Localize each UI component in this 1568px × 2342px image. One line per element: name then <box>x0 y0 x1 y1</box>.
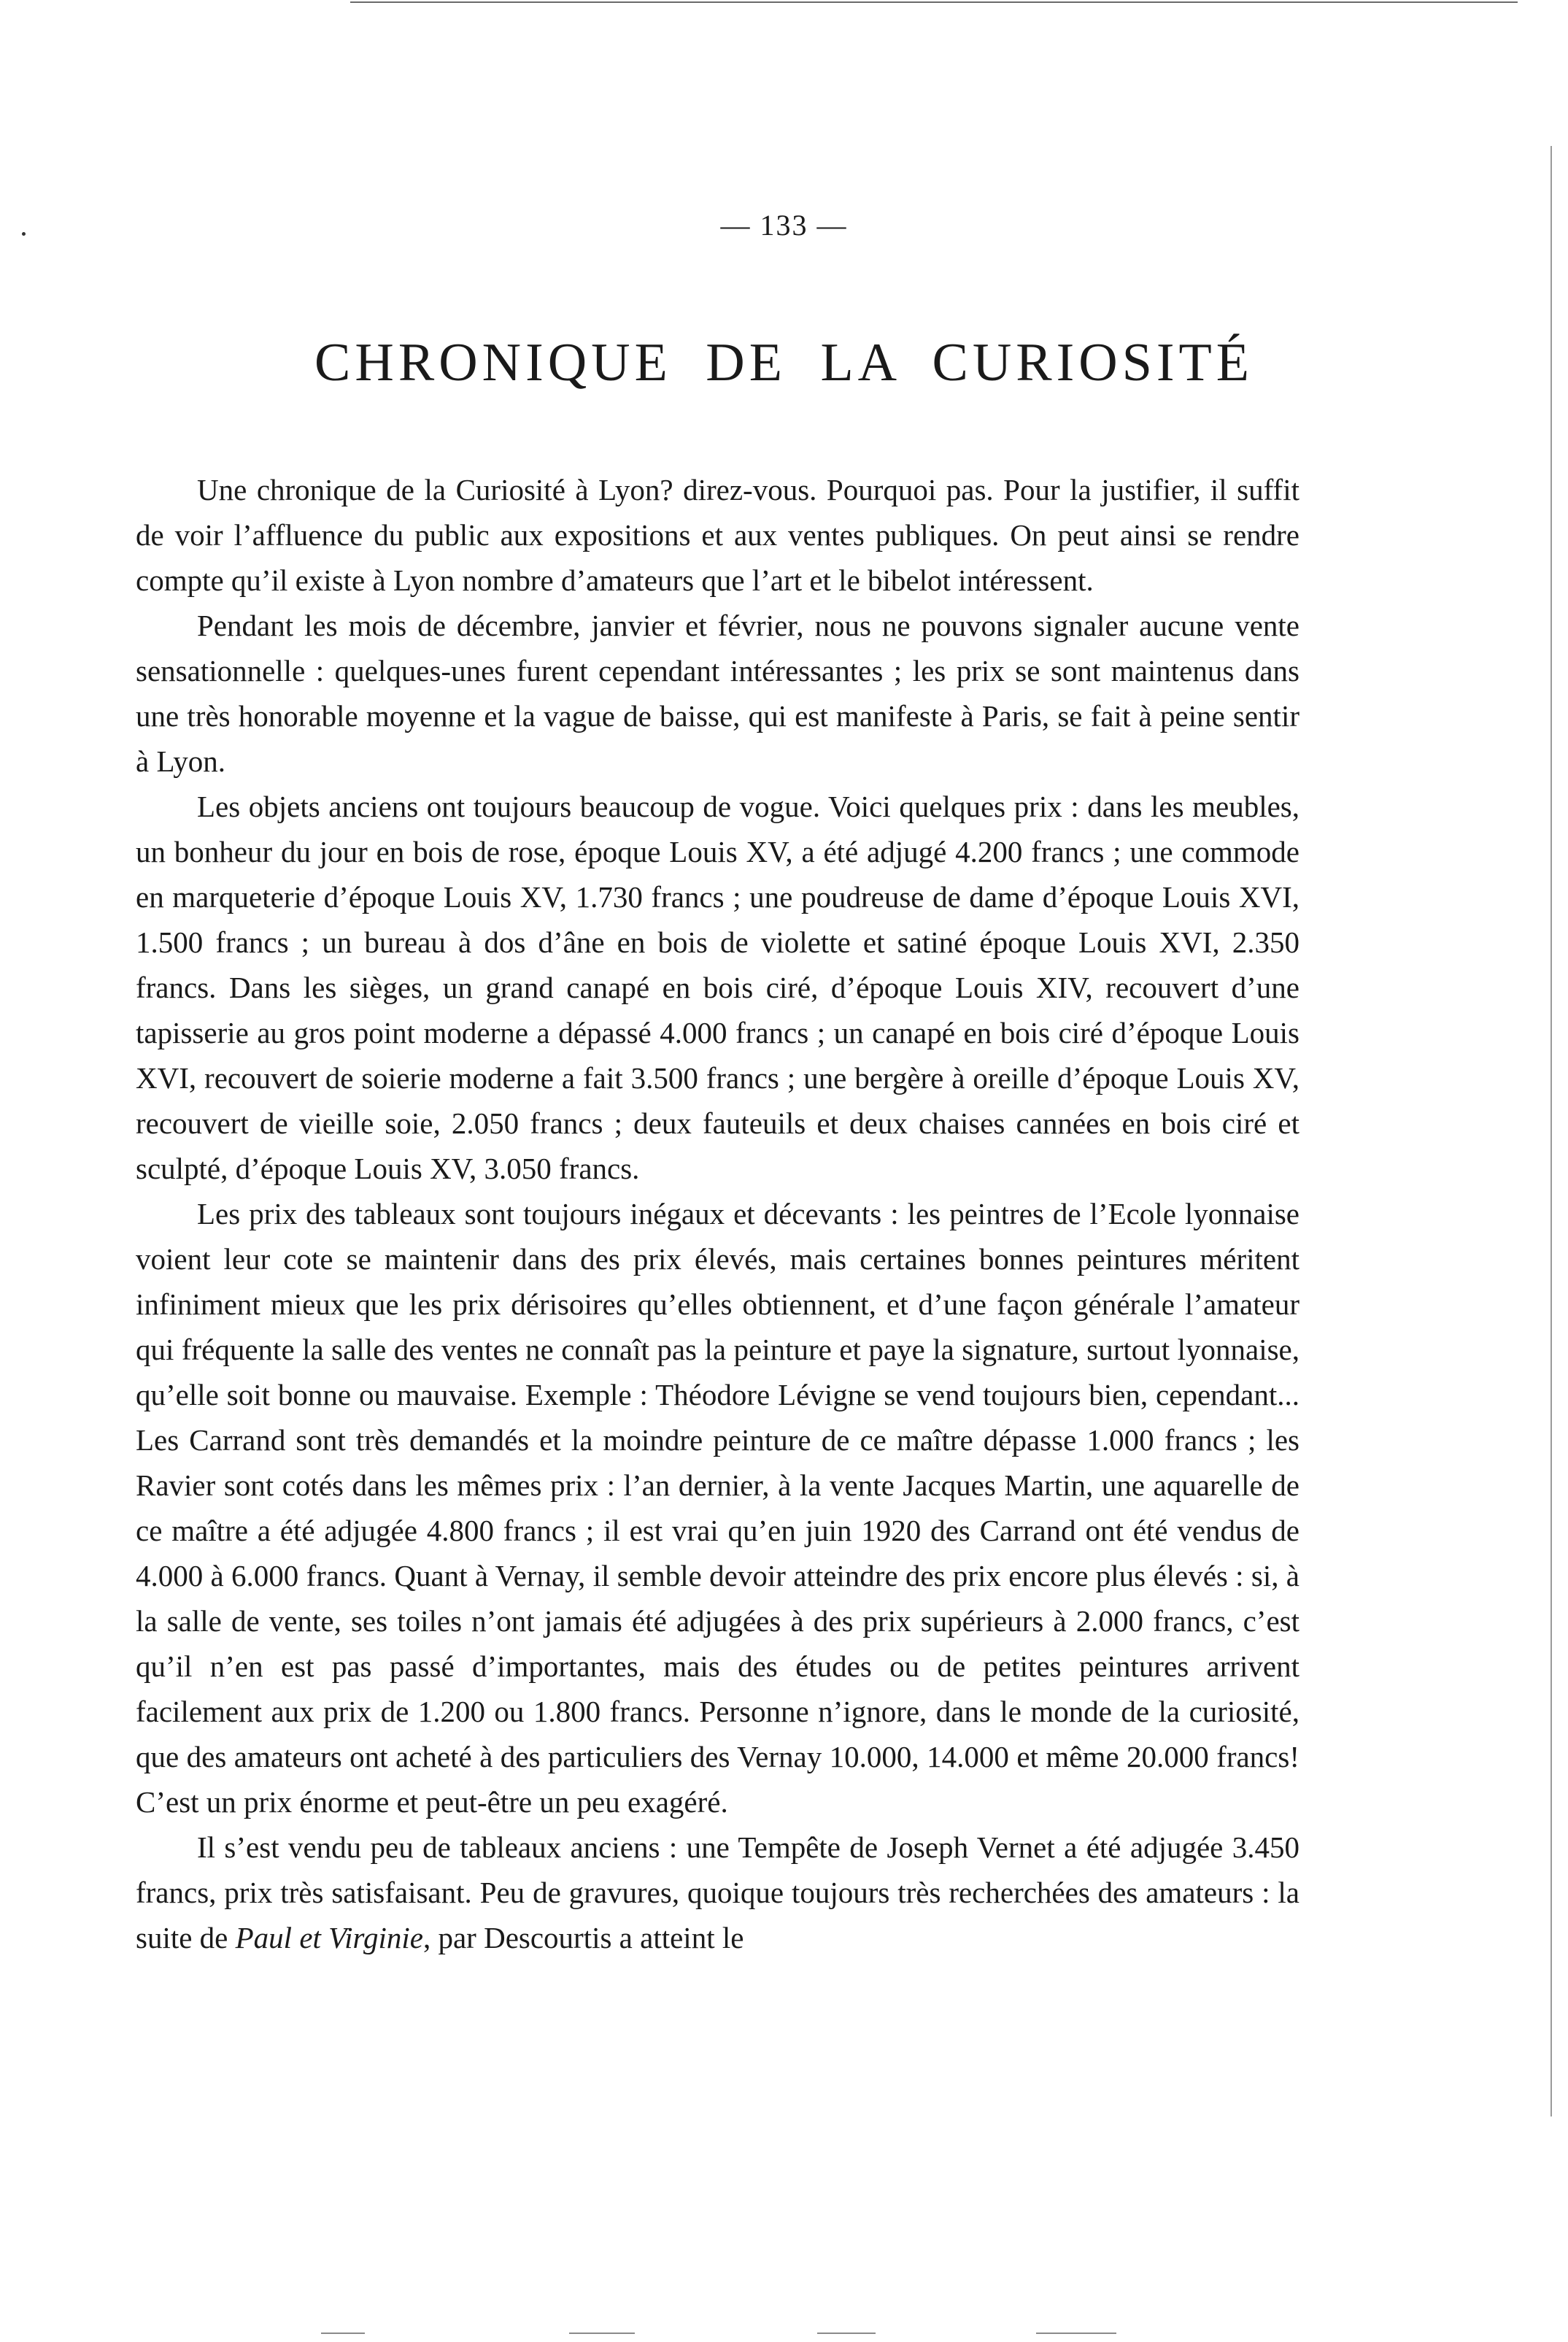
book-title-italic: Paul et Virginie <box>235 1921 423 1954</box>
paragraph-5-text-start: Il s’est vendu peu de tableaux anciens : une Tempête de Joseph Vernet a été adjugée 3.450 francs, prix très satisfaisant. Peu de gravures, quoique toujours très recherchées des amateurs : la suite de <box>136 1830 1299 1954</box>
page-title: CHRONIQUE DE LA CURIOSITÉ <box>314 333 1254 393</box>
paragraph-5 <box>136 1825 1299 1960</box>
page-number: — 133 — <box>720 209 848 242</box>
scan-footer-mark <box>569 2333 635 2334</box>
paragraph-5-text-end: , par Descourtis a atteint le <box>422 1921 744 1954</box>
paragraph-1: Une chronique de la Curiosité à Lyon? direz-vous. Pourquoi pas. Pour la justifier, il suffit de voir l’affluence du public aux expositions et aux ventes publiques. On peut ainsi se rendre compte qu’il existe à Lyon nombre d’amateurs que l’art et le bibelot intéressent. <box>136 473 1299 597</box>
paragraph-4: Les prix des tableaux sont toujours inégaux et décevants : les peintres de l’Ecole lyonnaise voient leur cote se maintenir dans des prix élevés, mais certaines bonnes peintures méritent infiniment mieux que les prix dérisoires qu’elles obtiennent, et d’une façon générale l’amateur qui fréquente la salle des ventes ne connaît pas la peinture et paye la signature, surtout lyonnaise, qu’elle soit bonne ou mauvaise. Exemple : Théodore Lévigne se vend toujours bien, cependant... Les Carrand sont très demandés et la moindre peinture de ce maître dépasse 1.000 francs ; les Ravier sont cotés dans les mêmes prix : l’an dernier, à la vente Jacques Martin, une aquarelle de ce maître a été adjugée 4.800 francs ; il est vrai qu’en juin 1920 des Carrand ont été vendus de 4.000 à 6.000 francs. Quant à Vernay, il semble devoir atteindre des prix encore plus élevés : si, à la salle de vente, ses toiles n’ont jamais été adjugées à des prix supérieurs à 2.000 francs, c’est qu’il n’en est pas passé d’importantes, mais des études ou de petites peintures arrivent facilement aux prix de 1.200 ou 1.800 francs. Personne n’ignore, dans le monde de la curiosité, que des amateurs ont acheté à des particuliers des Vernay 10.000, 14.000 et même 20.000 francs! C’est un prix énorme et peut-être un peu exagéré. <box>136 1197 1299 1819</box>
scan-footer-mark <box>817 2333 876 2334</box>
paragraph-3: Les objets anciens ont toujours beaucoup de vogue. Voici quelques prix : dans les meubles, un bonheur du jour en bois de rose, époque Louis XV, a été adjugé 4.200 francs ; une commode en marqueterie d’époque Louis XV, 1.730 francs ; une poudreuse de dame d’époque Louis XVI, 1.500 francs ; un bureau à dos d’âne en bois de violette et satiné époque Louis XVI, 2.350 francs. Dans les sièges, un grand canapé en bois ciré, d’époque Louis XIV, recouvert d’une tapisserie au gros point moderne a dépassé 4.000 francs ; un canapé en bois ciré d’époque Louis XVI, recouvert de soierie moderne a fait 3.500 francs ; une bergère à oreille d’époque Louis XV, recouvert de vieille soie, 2.050 francs ; deux fauteuils et deux chaises cannées en bois ciré et sculpté, d’époque Louis XV, 3.050 francs. <box>136 790 1299 1185</box>
article-body <box>136 467 1299 1960</box>
scan-right-edge <box>1550 146 1552 2116</box>
paragraph-2: Pendant les mois de décembre, janvier et février, nous ne pouvons signaler aucune vente sensationnelle : quelques-unes furent cependant intéressantes ; les prix se sont maintenus dans une très honorable moyenne et la vague de baisse, qui est manifeste à Paris, se fait à peine sentir à Lyon. <box>136 609 1299 778</box>
scan-footer-mark <box>1036 2333 1116 2334</box>
scan-top-rule <box>350 1 1518 3</box>
scan-footer-mark <box>321 2333 365 2334</box>
